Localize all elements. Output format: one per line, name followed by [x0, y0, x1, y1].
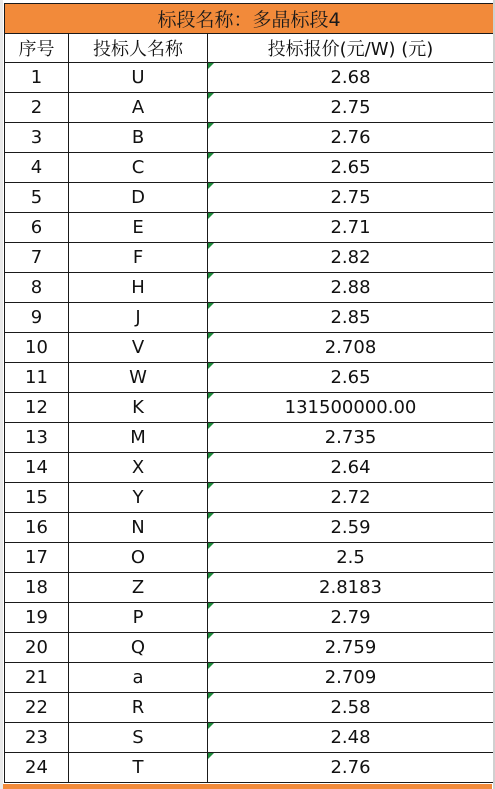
cell-seq[interactable]: 14 [5, 453, 69, 483]
cell-price[interactable] [208, 63, 494, 93]
cell-bidder[interactable]: a [69, 663, 208, 693]
cell-bidder[interactable]: E [69, 213, 208, 243]
green-triangle-indicator-icon [208, 333, 214, 339]
cell-price[interactable] [208, 753, 494, 783]
green-triangle-indicator-icon [208, 453, 214, 459]
cell-bidder[interactable]: S [69, 723, 208, 753]
green-triangle-indicator-icon [208, 273, 214, 279]
green-triangle-indicator-icon [208, 423, 214, 429]
table-row [5, 573, 494, 603]
cell-seq[interactable]: 4 [5, 153, 69, 183]
cell-price[interactable] [208, 213, 494, 243]
table-row [5, 693, 494, 723]
cell-bidder[interactable]: X [69, 453, 208, 483]
cell-price[interactable] [208, 123, 494, 153]
price-value: 2.65 [330, 157, 371, 178]
cell-seq[interactable]: 6 [5, 213, 69, 243]
cell-seq[interactable]: 9 [5, 303, 69, 333]
cell-price[interactable] [208, 633, 494, 663]
cell-bidder[interactable]: M [69, 423, 208, 453]
header-seq[interactable]: 序号 [5, 34, 69, 63]
bid-price-table [4, 3, 494, 783]
table-row [5, 453, 494, 483]
price-value: 2.76 [330, 757, 371, 778]
price-value: 2.65 [330, 367, 371, 388]
cell-bidder[interactable]: K [69, 393, 208, 423]
cell-price[interactable] [208, 303, 494, 333]
price-value: 2.5 [336, 547, 365, 568]
cell-price[interactable] [208, 663, 494, 693]
green-triangle-indicator-icon [208, 183, 214, 189]
cell-bidder[interactable]: W [69, 363, 208, 393]
cell-seq[interactable]: 24 [5, 753, 69, 783]
table-row [5, 123, 494, 153]
table-title[interactable]: 标段名称：多晶标段4 [5, 4, 494, 34]
cell-price[interactable] [208, 243, 494, 273]
cell-seq[interactable]: 13 [5, 423, 69, 453]
green-triangle-indicator-icon [208, 363, 214, 369]
price-value: 2.708 [324, 337, 377, 358]
price-value: 2.735 [324, 427, 377, 448]
header-bidder[interactable]: 投标人名称 [69, 34, 208, 63]
table-row [5, 513, 494, 543]
table-row [5, 393, 494, 423]
price-value: 131500000.00 [284, 397, 417, 418]
green-triangle-indicator-icon [208, 753, 214, 759]
cell-seq[interactable]: 21 [5, 663, 69, 693]
cell-price[interactable] [208, 513, 494, 543]
cell-bidder[interactable]: B [69, 123, 208, 153]
price-value: 2.76 [330, 127, 371, 148]
cell-bidder[interactable]: U [69, 63, 208, 93]
cell-bidder[interactable]: R [69, 693, 208, 723]
table-row [5, 633, 494, 663]
price-value: 2.75 [330, 187, 371, 208]
table-row [5, 753, 494, 783]
cell-bidder[interactable]: J [69, 303, 208, 333]
table-row [5, 543, 494, 573]
cell-seq[interactable]: 12 [5, 393, 69, 423]
table-row [5, 243, 494, 273]
cell-bidder[interactable]: P [69, 603, 208, 633]
cell-price[interactable] [208, 693, 494, 723]
table-row [5, 603, 494, 633]
cell-bidder[interactable]: N [69, 513, 208, 543]
table-row [5, 723, 494, 753]
table-row [5, 303, 494, 333]
price-value: 2.8183 [319, 577, 382, 598]
table-row [5, 363, 494, 393]
cell-seq[interactable]: 20 [5, 633, 69, 663]
table-row [5, 93, 494, 123]
green-triangle-indicator-icon [208, 303, 214, 309]
table-row [5, 483, 494, 513]
green-triangle-indicator-icon [208, 393, 214, 399]
green-triangle-indicator-icon [208, 603, 214, 609]
cell-bidder[interactable]: Z [69, 573, 208, 603]
cell-bidder[interactable]: Q [69, 633, 208, 663]
cell-bidder[interactable]: O [69, 543, 208, 573]
header-row [5, 34, 494, 63]
price-value: 2.48 [330, 727, 371, 748]
cell-bidder[interactable]: T [69, 753, 208, 783]
cell-price[interactable] [208, 183, 494, 213]
green-triangle-indicator-icon [208, 633, 214, 639]
green-triangle-indicator-icon [208, 543, 214, 549]
green-triangle-indicator-icon [208, 63, 214, 69]
green-triangle-indicator-icon [208, 213, 214, 219]
cell-bidder[interactable]: F [69, 243, 208, 273]
spreadsheet-area [3, 0, 494, 789]
cell-bidder[interactable]: H [69, 273, 208, 303]
green-triangle-indicator-icon [208, 693, 214, 699]
green-triangle-indicator-icon [208, 123, 214, 129]
cell-price[interactable] [208, 93, 494, 123]
cell-price[interactable] [208, 423, 494, 453]
cell-seq[interactable]: 19 [5, 603, 69, 633]
green-triangle-indicator-icon [208, 243, 214, 249]
cell-seq[interactable]: 8 [5, 273, 69, 303]
table-row [5, 333, 494, 363]
cell-bidder[interactable]: A [69, 93, 208, 123]
green-triangle-indicator-icon [208, 513, 214, 519]
price-value: 2.59 [330, 517, 371, 538]
price-value: 2.58 [330, 697, 371, 718]
table-row [5, 273, 494, 303]
cell-bidder[interactable]: C [69, 153, 208, 183]
cell-price[interactable] [208, 483, 494, 513]
price-value: 2.88 [330, 277, 371, 298]
price-value: 2.72 [330, 487, 371, 508]
table-row [5, 183, 494, 213]
price-value: 2.71 [330, 217, 371, 238]
cell-seq[interactable]: 17 [5, 543, 69, 573]
cell-price[interactable] [208, 543, 494, 573]
cell-price[interactable] [208, 153, 494, 183]
header-price[interactable]: 投标报价(元/W) (元) [208, 34, 494, 63]
table-row [5, 213, 494, 243]
table-row [5, 663, 494, 693]
green-triangle-indicator-icon [208, 93, 214, 99]
price-value: 2.75 [330, 97, 371, 118]
cell-bidder[interactable]: D [69, 183, 208, 213]
price-value: 2.82 [330, 247, 371, 268]
green-triangle-indicator-icon [208, 153, 214, 159]
green-triangle-indicator-icon [208, 483, 214, 489]
cell-bidder[interactable]: V [69, 333, 208, 363]
price-value: 2.64 [330, 457, 371, 478]
cell-seq[interactable]: 10 [5, 333, 69, 363]
cell-price[interactable] [208, 603, 494, 633]
cell-seq[interactable]: 18 [5, 573, 69, 603]
cell-price[interactable] [208, 273, 494, 303]
cell-price[interactable] [208, 573, 494, 603]
green-triangle-indicator-icon [208, 663, 214, 669]
cell-seq[interactable]: 22 [5, 693, 69, 723]
green-triangle-indicator-icon [208, 723, 214, 729]
cell-seq[interactable]: 11 [5, 363, 69, 393]
table-row [5, 153, 494, 183]
price-value: 2.68 [330, 67, 371, 88]
price-value: 2.709 [324, 667, 377, 688]
price-value: 2.85 [330, 307, 371, 328]
table-row [5, 63, 494, 93]
cell-bidder[interactable]: Y [69, 483, 208, 513]
cell-seq[interactable]: 15 [5, 483, 69, 513]
cell-seq[interactable]: 23 [5, 723, 69, 753]
cell-price[interactable] [208, 363, 494, 393]
green-triangle-indicator-icon [208, 573, 214, 579]
cell-seq[interactable]: 5 [5, 183, 69, 213]
table-row [5, 423, 494, 453]
cell-price[interactable] [208, 393, 494, 423]
cell-seq[interactable]: 3 [5, 123, 69, 153]
price-value: 2.79 [330, 607, 371, 628]
cell-seq[interactable]: 7 [5, 243, 69, 273]
cell-seq[interactable]: 1 [5, 63, 69, 93]
cell-price[interactable] [208, 723, 494, 753]
title-row [5, 4, 494, 34]
cell-price[interactable] [208, 453, 494, 483]
price-value: 2.759 [324, 637, 377, 658]
cell-price[interactable] [208, 333, 494, 363]
cell-seq[interactable]: 16 [5, 513, 69, 543]
bottom-orange-strip [3, 784, 492, 789]
cell-seq[interactable]: 2 [5, 93, 69, 123]
